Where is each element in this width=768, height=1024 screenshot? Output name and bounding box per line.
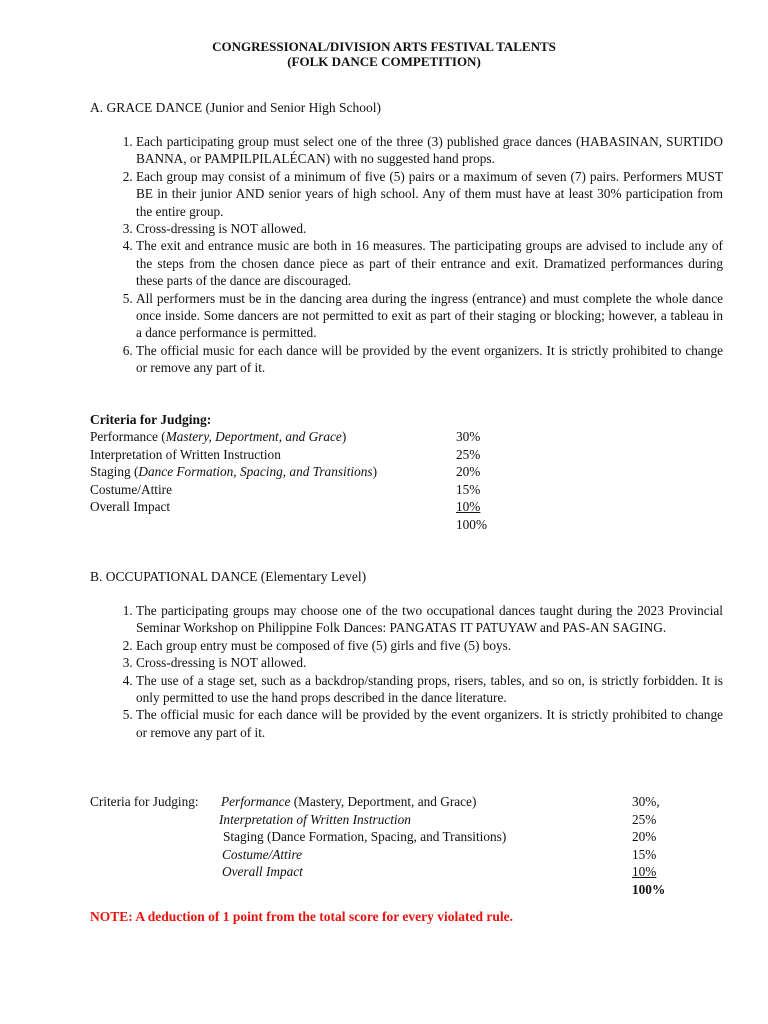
criteria-name: Costume/Attire	[222, 846, 303, 862]
section-b-criteria-row	[222, 863, 303, 880]
criteria-name: Costume/Attire	[90, 481, 172, 497]
section-a-heading: A. GRACE DANCE (Junior and Senior High School)	[90, 100, 381, 115]
criteria-detail: Mastery, Deportment, and Grace	[165, 429, 342, 444]
criteria-percent: 30%,	[632, 794, 660, 809]
section-a-rule: 6. The official music for each dance will be provided by the event organizers. It is strictly prohibited to change or remove any part of it.	[136, 342, 723, 377]
criteria-percent: 25%	[456, 446, 481, 462]
criteria-name: Overall Impact	[222, 864, 303, 879]
section-a-criteria-row	[90, 446, 510, 463]
criteria-percent: 15%	[632, 846, 657, 862]
section-b-rule: 1. The participating groups may choose one of the two occupational dances taught during the 2023 Provincial Seminar Workshop on Philippine Folk Dances: PANGATAS IT PATUYAW and PAS-AN SAGING.	[136, 602, 723, 637]
criteria-name: Performance (	[90, 429, 166, 444]
criteria-name: Performance	[221, 794, 291, 809]
section-b-heading: B. OCCUPATIONAL DANCE (Elementary Level)	[90, 569, 367, 584]
document-title-line1: CONGRESSIONAL/DIVISION ARTS FESTIVAL TALENTS	[212, 39, 556, 54]
section-a-criteria-row	[90, 481, 510, 498]
section-a-rules-list	[90, 133, 723, 377]
criteria-percent: 10%	[632, 864, 657, 879]
criteria-percent: 20%	[632, 829, 657, 844]
criteria-total: 100%	[632, 881, 666, 897]
section-a-rule: 1. Each participating group must select one of the three (3) published grace dances (HABASINAN, SURTIDO BANNA, or PAMPILPILALÉCAN) with no suggested hand props.	[136, 133, 723, 168]
document-title-line2: (FOLK DANCE COMPETITION)	[287, 54, 481, 69]
section-b-rules-list	[90, 602, 723, 741]
criteria-name: Staging (	[90, 464, 139, 479]
criteria-name: Interpretation of Written Instruction	[90, 446, 281, 462]
criteria-percent: 30%	[456, 429, 481, 444]
section-b-rule: 2. Each group entry must be composed of five (5) girls and five (5) boys.	[136, 637, 723, 654]
section-b-criteria-row: Staging (Dance Formation, Spacing, and Transitions)	[223, 829, 507, 844]
section-b-rule: 3. Cross-dressing is NOT allowed.	[136, 654, 723, 671]
criteria-detail: Dance Formation, Spacing, and Transitions	[138, 464, 373, 479]
criteria-percent: 10%	[456, 499, 481, 514]
criteria-close: )	[372, 464, 378, 479]
section-a-rule: 2. Each group may consist of a minimum of five (5) pairs or a maximum of seven (7) pairs. Performers MUST BE in their junior AND senior years of high school. Any of them must have at least 30% participation from the entire group.	[136, 168, 723, 220]
section-b-rule: 5. The official music for each dance will be provided by the event organizers. It is strictly prohibited to change or remove any part of it.	[136, 706, 723, 741]
deduction-note: NOTE: A deduction of 1 point from the total score for every violated rule.	[90, 909, 513, 924]
section-a-criteria-row	[90, 428, 510, 445]
criteria-total: 100%	[456, 516, 488, 532]
criteria-detail: (Mastery, Deportment, and Grace)	[290, 794, 477, 809]
section-a-criteria-row	[90, 498, 510, 515]
section-b-criteria-label: Criteria for Judging:	[90, 794, 199, 809]
section-a-rule: 3. Cross-dressing is NOT allowed.	[136, 220, 723, 237]
criteria-percent: 20%	[456, 464, 481, 479]
section-b-criteria-row	[219, 811, 411, 828]
section-a-criteria-row	[90, 463, 510, 480]
section-a-rule: 5. All performers must be in the dancing area during the ingress (entrance) and must complete the whole dance once inside. Some dancers are not permitted to exit as part of their staging or blocking; however, a tableau in a dance performance is permitted.	[136, 290, 723, 342]
criteria-name: Interpretation of Written Instruction	[219, 811, 411, 827]
criteria-percent: 15%	[456, 481, 481, 497]
section-a-rule: 4. The exit and entrance music are both in 16 measures. The participating groups are advised to include any of the steps from the chosen dance piece as part of their entrance and exit. Dramatized performances during these parts of the dance are discouraged.	[136, 237, 723, 289]
section-b-rule: 4. The use of a stage set, such as a backdrop/standing props, risers, tables, and so on, is strictly forbidden. It is only permitted to use the hand props described in the dance literature.	[136, 672, 723, 707]
section-b-criteria-row	[221, 793, 476, 810]
criteria-close: )	[341, 429, 347, 444]
section-a-criteria-title: Criteria for Judging:	[90, 412, 212, 427]
section-b-criteria-row	[222, 846, 302, 863]
section-a-criteria-total-row	[90, 516, 510, 533]
criteria-percent: 25%	[632, 811, 657, 827]
criteria-name: Overall Impact	[90, 499, 171, 514]
